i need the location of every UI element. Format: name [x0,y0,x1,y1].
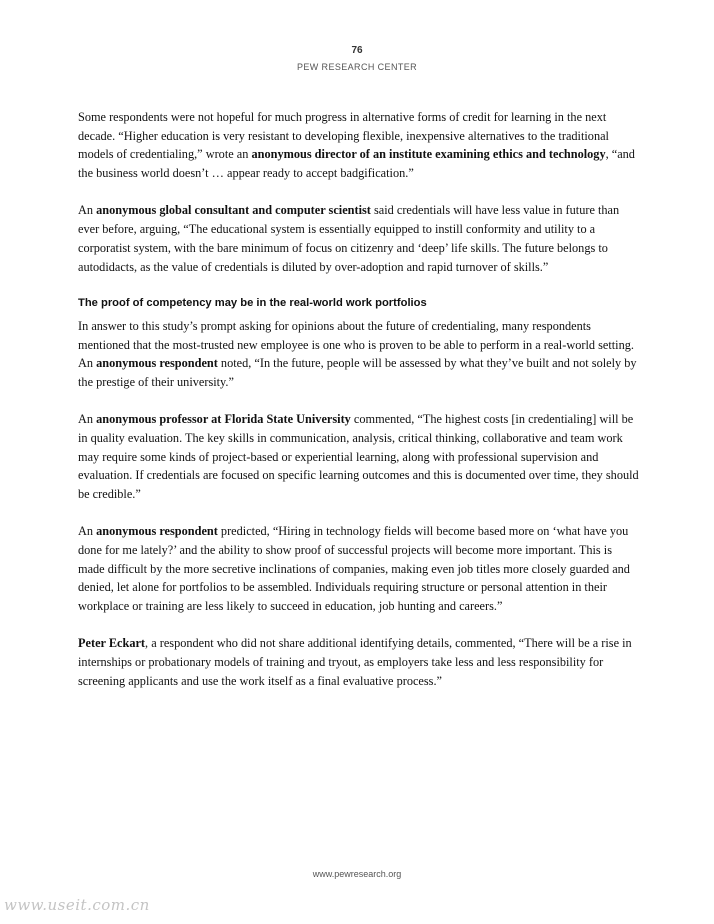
page-number: 76 [351,45,363,56]
paragraph-1: Some respondents were not hopeful for much progress in alternative forms of credit for learning in the next decade. “Higher education is very resistant to developing flexible, inexpensive alternatives to the traditional models of credentialing,” wrote an anonymous director of an institute examining ethics and technology, “and the business world doesn’t … appear ready to accept badgification.” [78,110,635,181]
speaker-name: anonymous respondent [96,524,218,539]
speaker-name: anonymous director of an institute examining ethics and technology [251,147,606,162]
watermark: www.useit.com.cn [4,896,150,914]
organization-header: PEW RESEARCH CENTER [296,62,418,72]
speaker-name: anonymous professor at Florida State University [96,412,351,427]
page-body [78,108,640,709]
paragraph-3: In answer to this study’s prompt asking for opinions about the future of credentialing, many respondents mentioned that the most-trusted new employee is one who is proven to be able to perform in a real-world setting. An anonymous respondent noted, “In the future, people will be assessed by what they’ve built and not solely by the prestige of their university.” [78,318,637,389]
speaker-name: anonymous global consultant and computer scientist [96,203,371,218]
paragraph-5: An anonymous respondent predicted, “Hiring in technology fields will become based more on ‘what have you done for me lately?’ and the ability to show proof of successful projects will become more important. This is made difficult by the more secretive inclinations of companies, making even job titles more closely guarded and denied, let alone for portfolios to be assembled. Individuals requiring structure or personal attention in their workplace or training are less likely to succeed in education, job hunting and careers.” [78,524,630,614]
footer-url[interactable]: www.pewresearch.org [312,869,402,879]
paragraph-6: Peter Eckart, a respondent who did not share additional identifying details, commented, “There will be a rise in internships or probationary models of training and tryout, as employers take less and less responsibility for screening applicants and use the work itself as a final evaluative process.” [78,636,632,688]
speaker-name: anonymous respondent [96,356,218,371]
paragraph-2: An anonymous global consultant and computer scientist said credentials will have less value in future than ever before, arguing, “The educational system is essentially equipped to instill conformity and utility to a corporatist system, with the bare minimum of focus on citizenry and ‘deep’ life skills. The future belongs to autodidacts, as the value of credentials is diluted by over-adoption and rapid turnover of skills.” [78,203,620,274]
section-subheading: The proof of competency may be in the real-world work portfolios [78,296,427,309]
speaker-name: Peter Eckart [78,636,146,651]
paragraph-4: An anonymous professor at Florida State University commented, “The highest costs [in credentialing] will be in quality evaluation. The key skills in communication, analysis, critical thinking, collaborative and team work may require some kinds of project-based or experiential learning, along with professional supervision and evaluation. If credentials are focused on specific learning outcomes and this is documented over time, they should be credible.” [78,412,639,502]
